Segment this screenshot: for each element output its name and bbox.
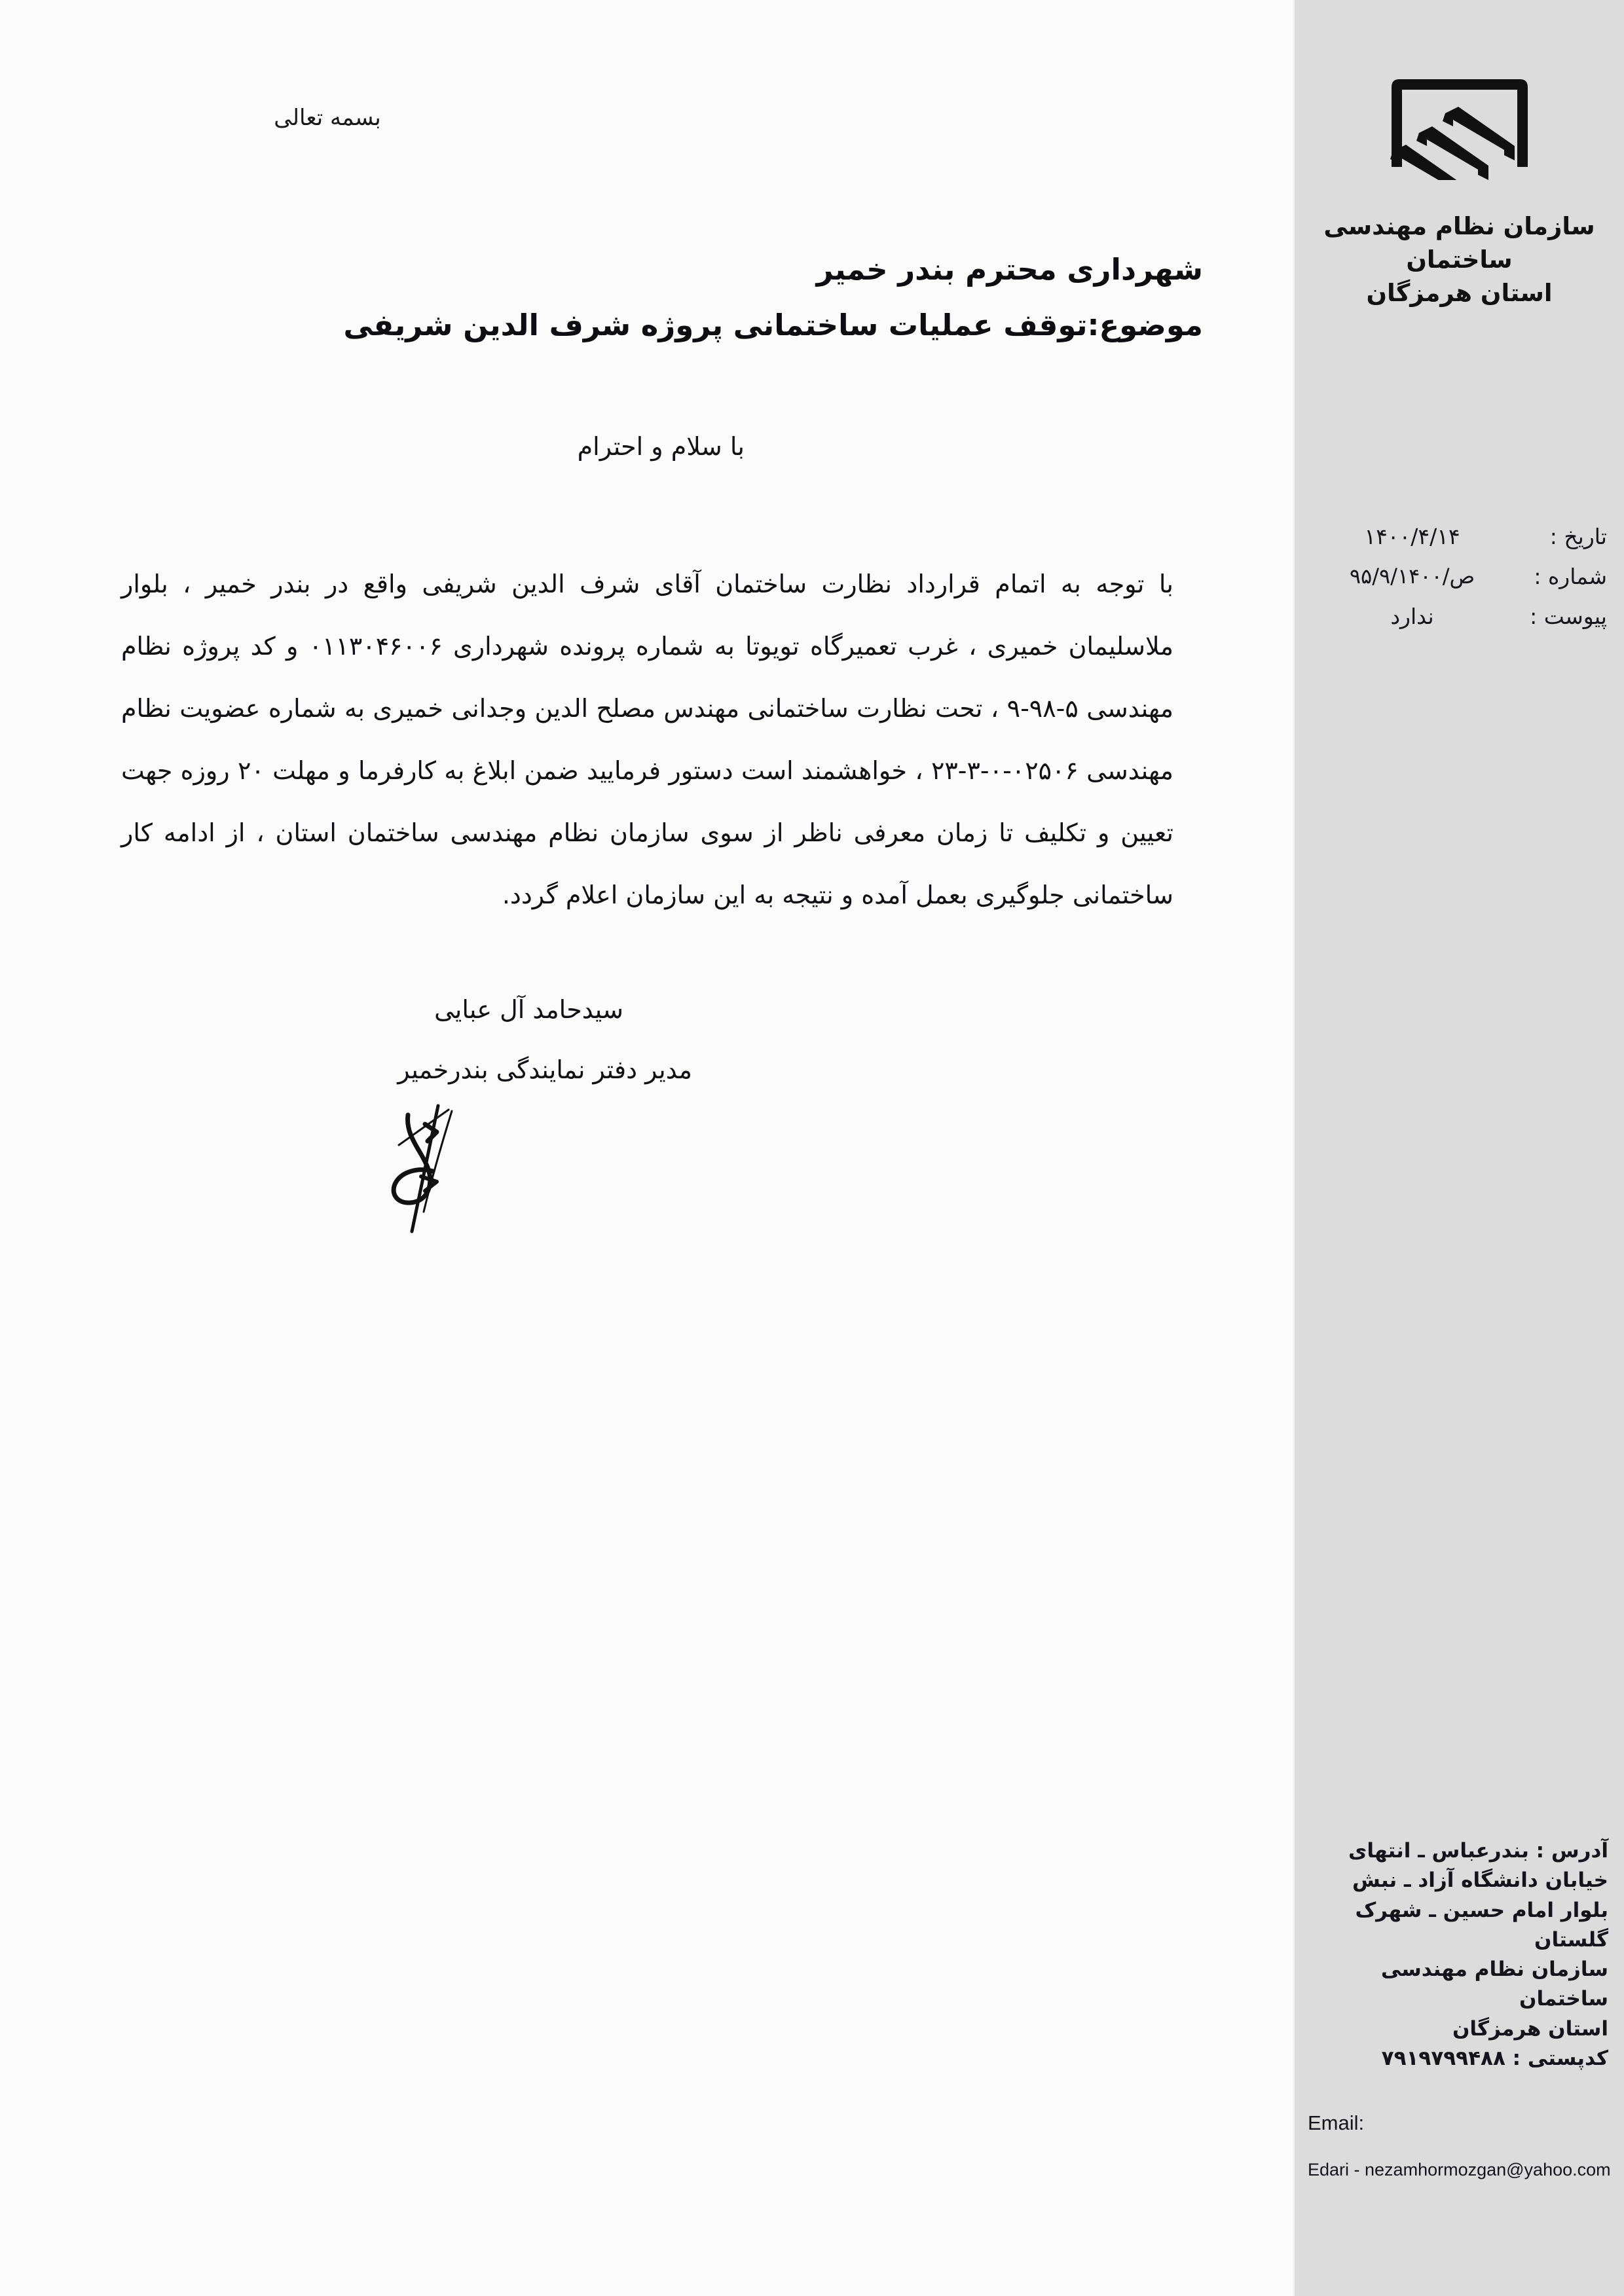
address-line-1: آدرس : بندرعباس ـ انتهای <box>1348 1839 1608 1863</box>
letter-body-text <box>121 553 1173 926</box>
email-address[interactable]: Edari - nezamhormozgan@yahoo.com <box>1308 2160 1611 2179</box>
subject-line: موضوع:توقف عملیات ساختمانی پروژه شرف الدین شریفی <box>343 308 1203 342</box>
address-line-4: گلستان <box>1534 1927 1608 1952</box>
bismillah-text: بسمه تعالی <box>274 105 381 131</box>
attachment-label: پیوست : <box>1530 604 1607 629</box>
address-block <box>1308 1836 1608 2073</box>
meta-row-attachment <box>1309 604 1607 629</box>
organization-name-line2: استان هرمزگان <box>1366 279 1553 308</box>
email-label: Email: <box>1308 2111 1365 2134</box>
number-value: ۹۵/۹/۱۴۰۰/ص <box>1349 564 1475 589</box>
organization-name <box>1302 210 1616 310</box>
address-line-5: سازمان نظام مهندسی ساختمان <box>1380 1958 1608 2011</box>
letterhead-sidebar <box>1293 0 1624 2296</box>
signer-title: مدیر دفتر نمایندگی بندرخمیر <box>397 1055 692 1084</box>
body-paragraph: با توجه به اتمام قرارداد نظارت ساختمان آقای شرف الدین شریفی واقع در بندر خمیر ، بلوار ملاسلیمان خمیری ، غرب تعمیرگاه تویوتا به شماره پرونده شهرداری ۰۱۱۳۰۴۶۰۰۶ و کد پروژه نظام مهندسی ۵-۹۸-۹ ، تحت نظارت ساختمانی مهندس مصلح الدین وجدانی خمیری به شماره عضویت نظام مهندسی ۰۲۵۰۶-۰-۳-۲۳ ، خواهشمند است دستور فرمایید ضمن ابلاغ به کارفرما و مهلت ۲۰ روزه جهت تعیین و تکلیف تا زمان معرفی ناظر از سوی سازمان نظام مهندسی ساختمان استان ، از ادامه کار ساختمانی جلوگیری بعمل آمده و نتیجه به این سازمان اعلام گردد. <box>121 570 1173 909</box>
number-label: شماره : <box>1534 564 1607 589</box>
signer-name: سیدحامد آل عبایی <box>434 995 623 1024</box>
date-label: تاریخ : <box>1549 524 1607 549</box>
handwritten-signature-icon <box>365 1090 515 1254</box>
address-line-2: خیابان دانشگاه آزاد ـ نبش <box>1352 1868 1608 1893</box>
attachment-value: ندارد <box>1390 604 1434 629</box>
date-value: ۱۴۰۰/۴/۱۴ <box>1364 524 1460 549</box>
address-line-6: استان هرمزگان <box>1452 2016 1608 2041</box>
postal-code-line: کدپستی : ۷۹۱۹۷۹۹۴۸۸ <box>1381 2046 1608 2070</box>
letter-meta-block <box>1309 524 1607 644</box>
email-block <box>1308 2111 1611 2180</box>
address-line-3: بلوار امام حسین ـ شهرک <box>1355 1898 1608 1922</box>
greeting-line: با سلام و احترام <box>577 432 745 461</box>
organization-name-line1: سازمان نظام مهندسی ساختمان <box>1323 212 1595 274</box>
meta-row-number <box>1309 564 1607 589</box>
recipient-line: شهرداری محترم بندر خمیر <box>816 252 1203 287</box>
meta-row-date <box>1309 524 1607 549</box>
organization-logo <box>1295 75 1624 183</box>
